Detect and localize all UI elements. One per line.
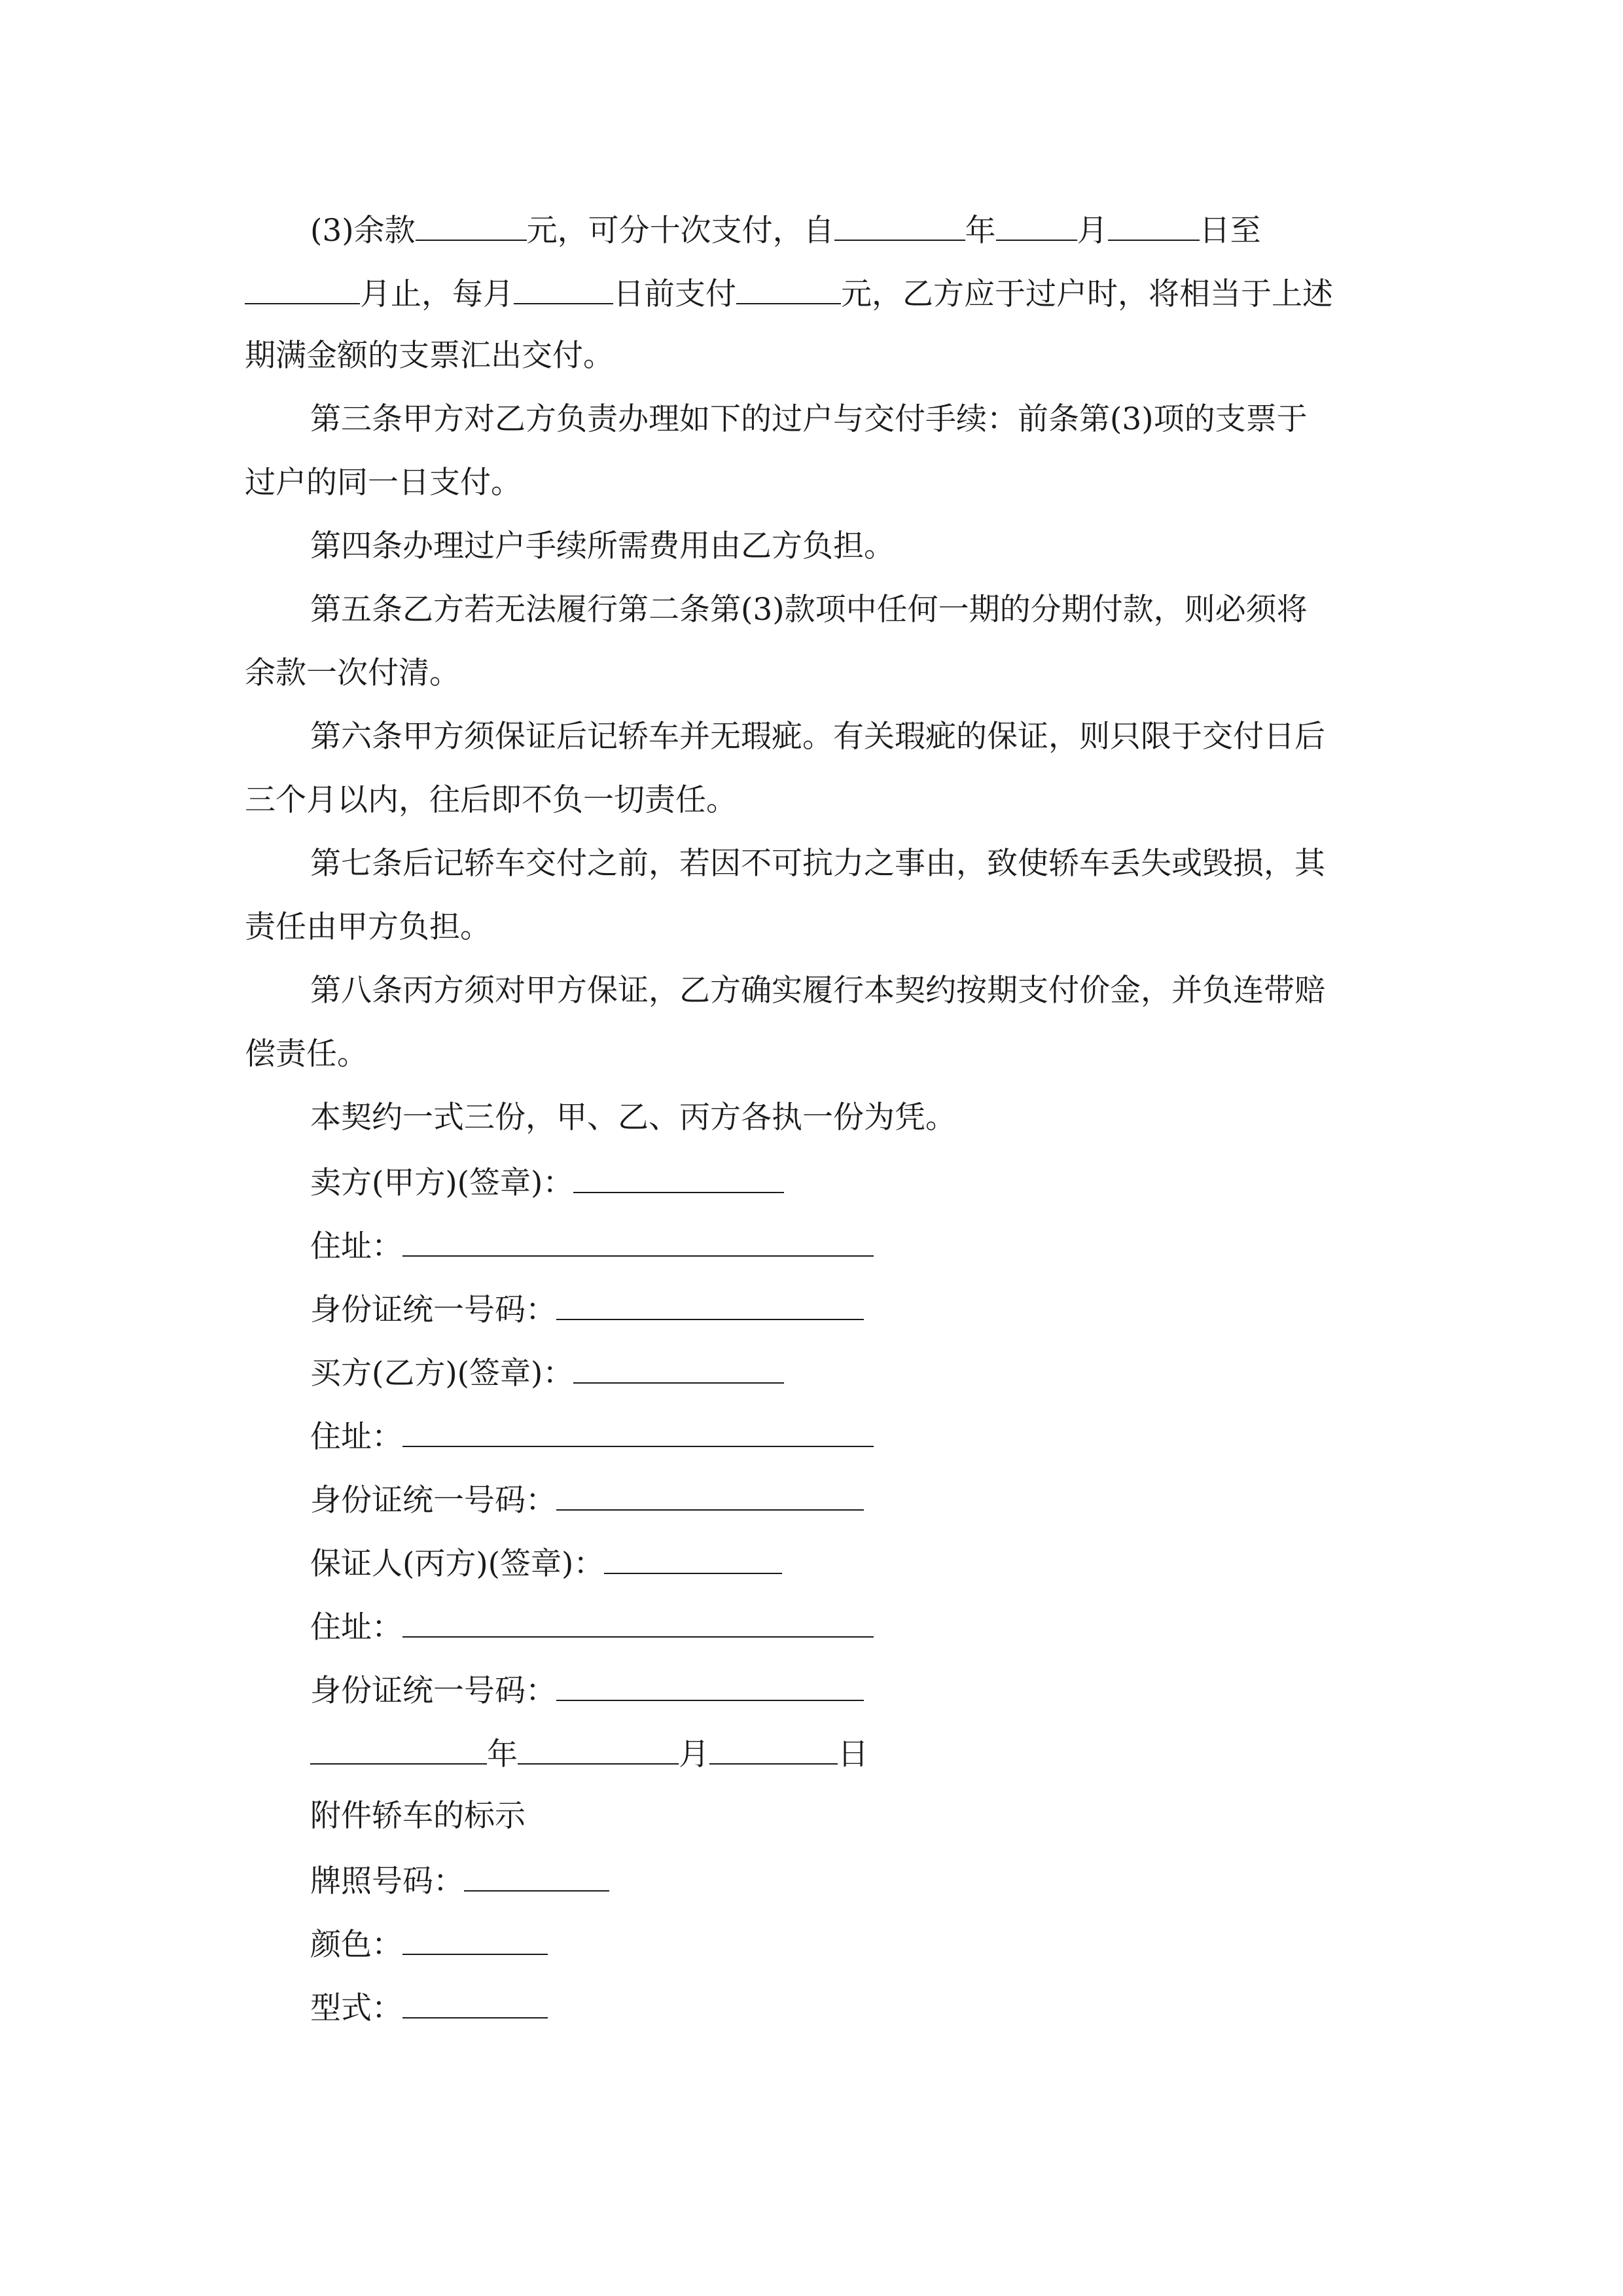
buyer-address-blank bbox=[402, 1416, 874, 1447]
plate-row bbox=[310, 1860, 609, 1901]
clause3-text: 元，可分十次支付，自 bbox=[526, 213, 834, 249]
seller-id-blank bbox=[556, 1289, 864, 1320]
buyer-signature-blank bbox=[573, 1352, 784, 1384]
date-day-blank bbox=[709, 1733, 838, 1765]
day-blank bbox=[1108, 209, 1200, 241]
guarantor-id-row bbox=[310, 1670, 864, 1711]
article8-line1: 第八条丙方须对甲方保证，乙方确实履行本契约按期支付价金，并负连带赔 bbox=[310, 973, 1325, 1009]
seller-signature-blank bbox=[573, 1162, 784, 1193]
guarantor-id-blank bbox=[556, 1670, 864, 1701]
guarantor-signature-blank bbox=[604, 1543, 782, 1574]
color-blank bbox=[402, 1924, 548, 1955]
model-label: 型式： bbox=[310, 1990, 402, 2026]
date-year-label: 年 bbox=[487, 1736, 518, 1772]
article6-line2: 三个月以内，往后即不负一切责任。 bbox=[245, 782, 737, 818]
clause3-text: 月 bbox=[1077, 213, 1108, 249]
clause3-text: 月止，每月 bbox=[360, 276, 514, 312]
buyer-id-label: 身份证统一号码： bbox=[310, 1482, 556, 1518]
buyer-address-row bbox=[310, 1416, 874, 1457]
plate-blank bbox=[464, 1860, 609, 1892]
article6-line1: 第六条甲方须保证后记轿车并无瑕疵。有关瑕疵的保证，则只限于交付日后 bbox=[310, 719, 1325, 755]
date-row bbox=[310, 1733, 868, 1774]
clause3-line3: 期满金额的支票汇出交付。 bbox=[245, 338, 614, 374]
amount-blank bbox=[736, 273, 841, 304]
seller-id-label: 身份证统一号码： bbox=[310, 1292, 556, 1328]
buyer-id-row bbox=[310, 1479, 864, 1520]
guarantor-id-label: 身份证统一号码： bbox=[310, 1673, 556, 1709]
color-label: 颜色： bbox=[310, 1927, 402, 1963]
date-month-blank bbox=[518, 1733, 679, 1765]
seller-id-row bbox=[310, 1289, 864, 1330]
date-day-label: 日 bbox=[838, 1736, 868, 1772]
guarantor-address-label: 住址： bbox=[310, 1609, 402, 1645]
clause3-text: (3)余款 bbox=[310, 213, 416, 249]
plate-label: 牌照号码： bbox=[310, 1863, 464, 1899]
seller-address-label: 住址： bbox=[310, 1229, 402, 1265]
article8-line2: 偿责任。 bbox=[245, 1036, 368, 1072]
article4-line1: 第四条办理过户手续所需费用由乙方负担。 bbox=[310, 528, 895, 564]
guarantor-address-row bbox=[310, 1606, 874, 1647]
clause3-text: 元，乙方应于过户时，将相当于上述 bbox=[841, 276, 1333, 312]
article5-line2: 余款一次付清。 bbox=[245, 655, 460, 691]
buyer-id-blank bbox=[556, 1479, 864, 1511]
guarantor-label: 保证人(丙方)(签章)： bbox=[310, 1546, 605, 1582]
buyer-signature-row bbox=[310, 1352, 784, 1393]
date-year-blank bbox=[310, 1733, 487, 1765]
clause3-line2 bbox=[245, 273, 1333, 314]
month-blank bbox=[245, 273, 360, 304]
copies-statement: 本契约一式三份，甲、乙、丙方各执一份为凭。 bbox=[310, 1100, 956, 1136]
clause3-text: 年 bbox=[965, 213, 996, 249]
seller-address-row bbox=[310, 1225, 874, 1266]
color-row bbox=[310, 1924, 548, 1965]
date-month-label: 月 bbox=[679, 1736, 709, 1772]
article7-line2: 责任由甲方负担。 bbox=[245, 909, 491, 945]
article5-line1: 第五条乙方若无法履行第二条第(3)款项中任何一期的分期付款，则必须将 bbox=[310, 592, 1308, 628]
seller-label: 卖方(甲方)(签章)： bbox=[310, 1165, 574, 1201]
clause3-text: 日前支付 bbox=[613, 276, 736, 312]
month-blank bbox=[996, 209, 1077, 241]
buyer-address-label: 住址： bbox=[310, 1419, 402, 1455]
article7-line1: 第七条后记轿车交付之前，若因不可抗力之事由，致使轿车丢失或毁损，其 bbox=[310, 846, 1325, 882]
article3-line1: 第三条甲方对乙方负责办理如下的过户与交付手续：前条第(3)项的支票于 bbox=[310, 401, 1308, 437]
year-blank bbox=[834, 209, 965, 241]
article3-line2: 过户的同一日支付。 bbox=[245, 465, 522, 501]
seller-signature-row bbox=[310, 1162, 784, 1203]
attachment-title: 附件轿车的标示 bbox=[310, 1798, 526, 1834]
amount-blank bbox=[416, 209, 527, 241]
seller-address-blank bbox=[402, 1225, 874, 1257]
guarantor-signature-row bbox=[310, 1543, 782, 1584]
clause3-text: 日至 bbox=[1199, 213, 1261, 249]
guarantor-address-blank bbox=[402, 1606, 874, 1638]
buyer-label: 买方(乙方)(签章)： bbox=[310, 1355, 574, 1391]
day-blank bbox=[514, 273, 613, 304]
model-blank bbox=[402, 1987, 548, 2018]
model-row bbox=[310, 1987, 548, 2028]
clause3-line1 bbox=[310, 209, 1261, 251]
